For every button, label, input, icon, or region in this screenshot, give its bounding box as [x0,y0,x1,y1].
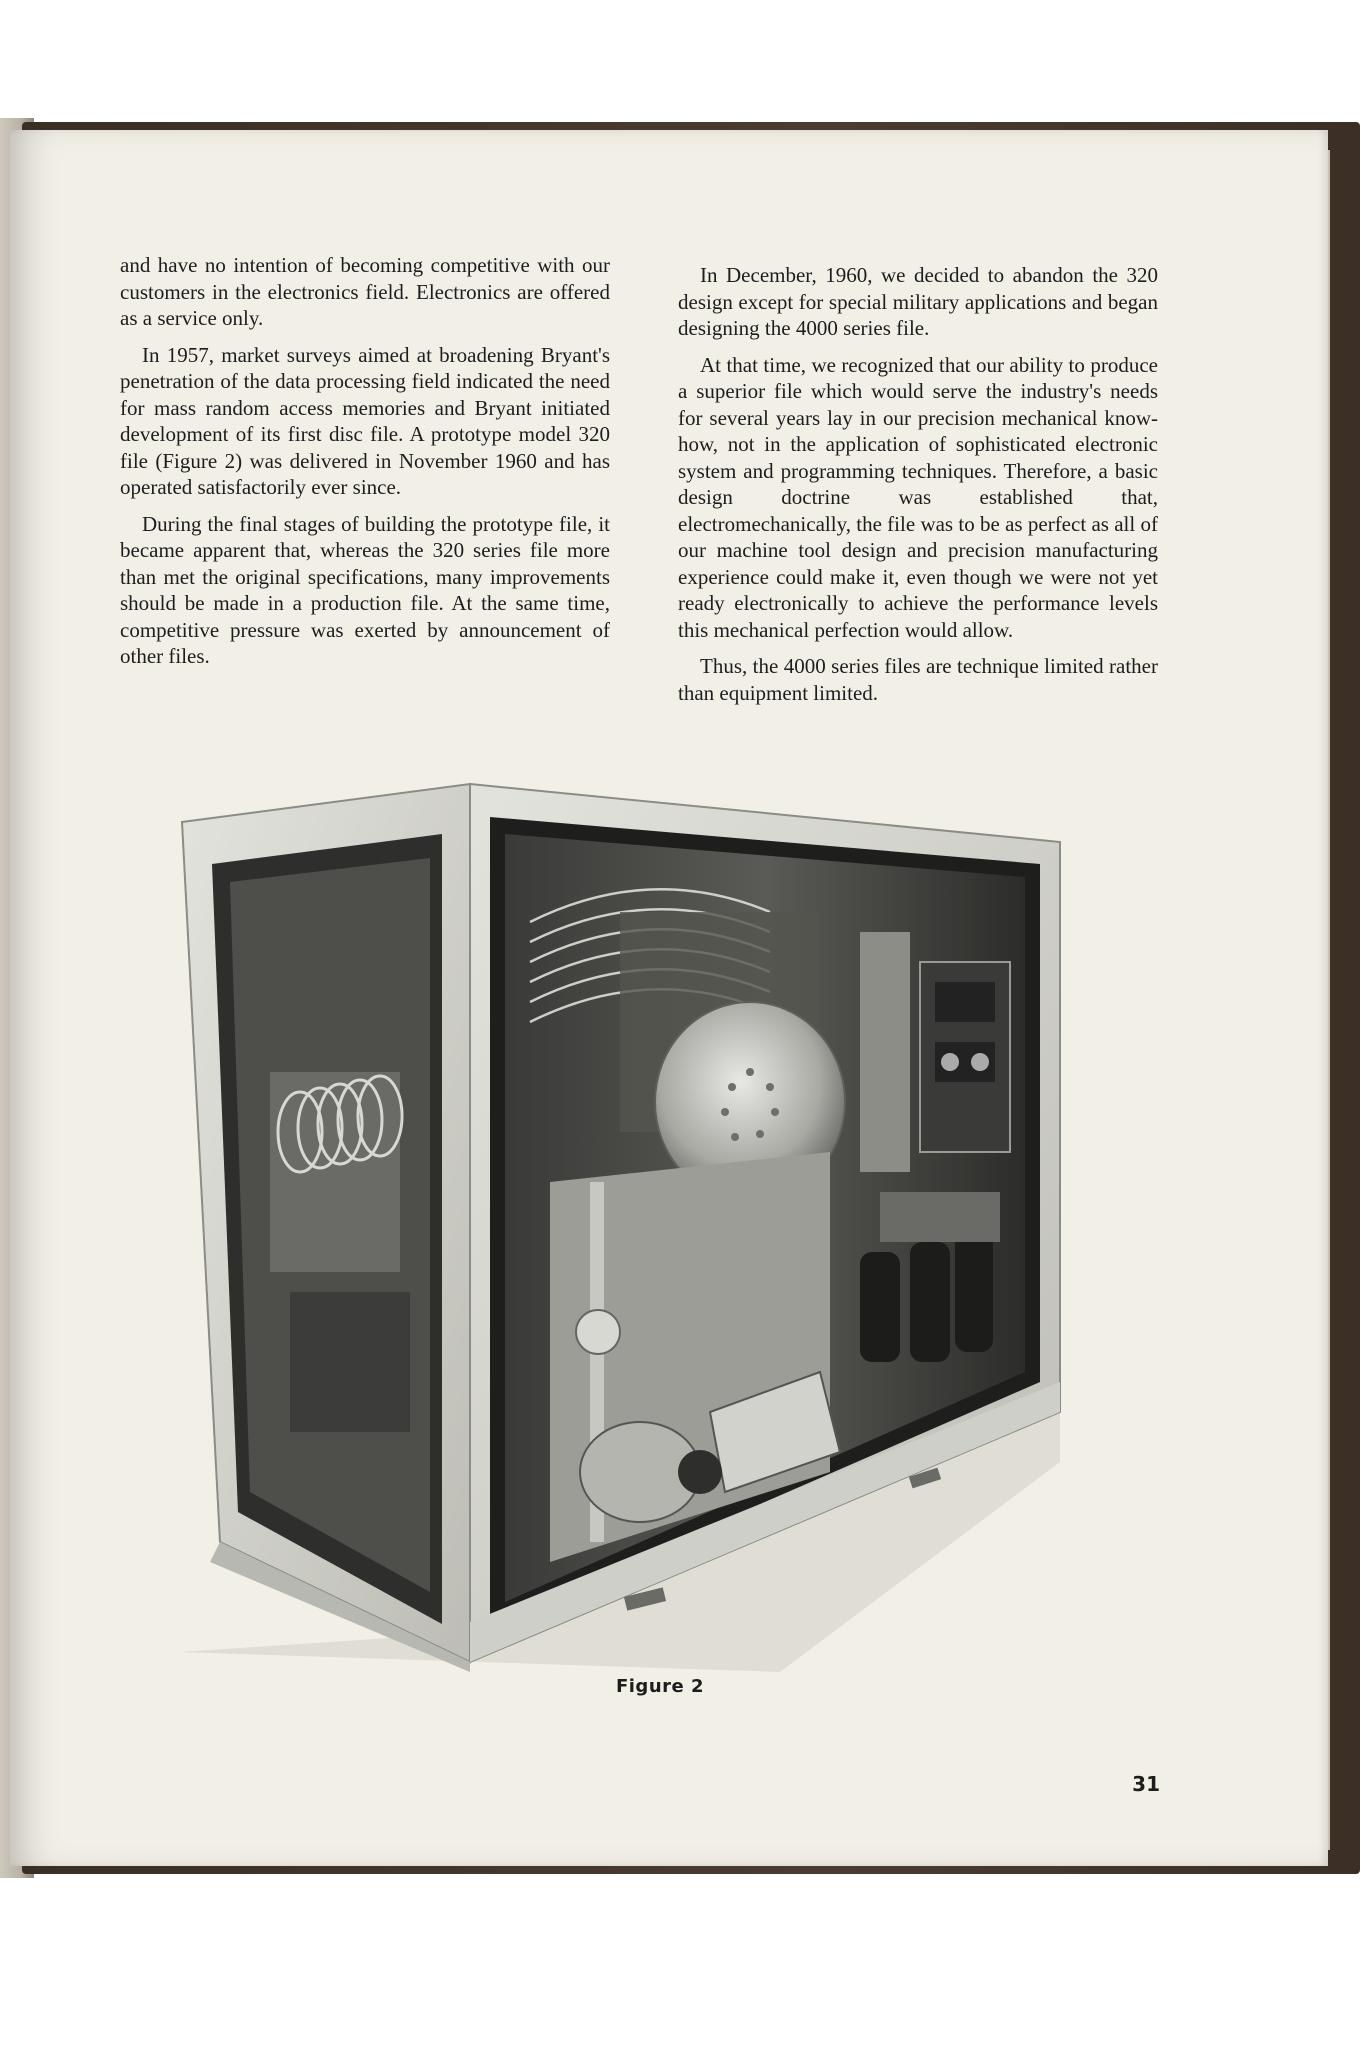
figure-caption: Figure 2 [615,1676,705,1697]
paragraph: and have no intention of becoming competitive with our customers in the electronics field. Electronics are offered as a service only. [120,253,610,330]
paragraph: At that time, we recognized that our ability to produce a superior file which would serve the industry's needs for several years lay in our precision mechanical know-how, not in the application of sophisticated electronic system and programming techniques. Therefore, a basic design doctrine was established that, electromechanically, the file was to be as perfect as all of our machine tool design and precision manufacturing experience could make it, even though we were not yet ready electronically to achieve the performance levels this mechanical perfection would allow. [678,352,1158,642]
page-number: 31 [1132,1772,1160,1796]
left-text-column [120,252,610,680]
right-text-column [678,262,1158,716]
paragraph: In December, 1960, we decided to abandon the 320 design except for special military applications and began designing the 4000 series file. [678,263,1158,340]
paragraph: In 1957, market surveys aimed at broadening Bryant's penetration of the data processing field indicated the need for mass random access memories and Bryant initiated development of its first disc file. A prototype model 320 file (Figure 2) was delivered in November 1960 and has operated satisfactorily ever since. [120,342,610,499]
disc-file-illustration [180,772,1070,1672]
paragraph: Thus, the 4000 series files are technique limited rather than equipment limited. [678,654,1158,705]
disc-file-photo [180,772,1070,1672]
paragraph: During the final stages of building the prototype file, it became apparent that, whereas the 320 series file more than met the original specifications, many improvements should be made in a production file. At the same time, competitive pressure was exerted by announcement of other files. [120,511,610,668]
